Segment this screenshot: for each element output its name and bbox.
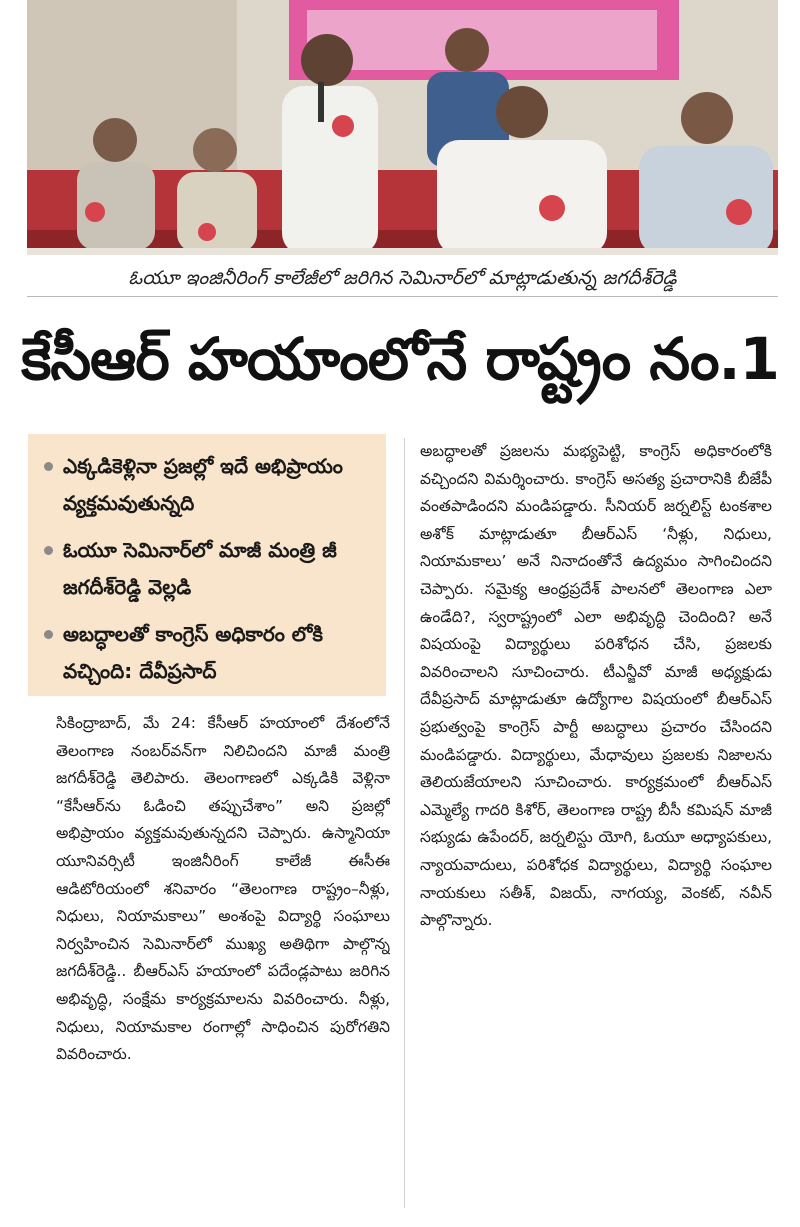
highlights-box [28,434,386,696]
bullet-icon [44,630,53,639]
news-photo [27,0,778,255]
highlight-item [44,448,376,522]
photo-caption: ఓయూ ఇంజినీరింగ్ కాలేజీలో జరిగిన సెమినార్‌లో మాట్లాడుతున్న జగదీశ్‌రెడ్డి [128,267,677,289]
highlight-text: అబద్ధాలతో కాంగ్రెస్ అధికారం లోకి వచ్చింది: దేవీప్రసాద్ [63,622,323,683]
highlight-item [44,532,376,606]
highlight-text: ఓయూ సెమినార్‌లో మాజీ మంత్రి జీ జగదీశ్‌రెడ్డి వెల్లడి [63,538,337,599]
caption-divider [27,296,778,297]
highlight-text: ఎక్కడికెళ్లినా ప్రజల్లో ఇదే అభిప్రాయం వ్యక్తమవుతున్నది [63,454,343,515]
article-body-right: అబద్ధాలతో ప్రజలను మభ్యపెట్టి, కాంగ్రెస్ అధికారంలోకి వచ్చిందని విమర్శించారు. కాంగ్రెస్ అసత్య ప్రచారానికి బీజేపీ వంతపాడిందని మండిపడ్డారు. సీనియర్ జర్నలిస్ట్ టంకశాల అశోక్ మాట్లాడుతూ బీఆర్‌ఎస్ ‘నీళ్లు, నిధులు, నియామకాలు’ అనే నినాదంతోనే ఉద్యమం సాగించిందని చెప్పారు. సమైక్య ఆంధ్రప్రదేశ్ పాలనలో తెలంగాణ ఎలా ఉండేది?, స్వరాష్ట్రంలో ఎలా అభివృద్ధి చెందింది? అనే విషయంపై విద్యార్థులు పరిశోధన చేసి, ప్రజలకు వివరించాలని సూచించారు. టీఎన్జీవో మాజీ అధ్యక్షుడు దేవీప్రసాద్ మాట్లాడుతూ ఉద్యోగాల విషయంలో బీఆర్‌ఎస్ ప్రభుత్వంపై కాంగ్రెస్ పార్టీ అబద్ధాలు ప్రచారం చేసిందని మండిపడ్డారు. విద్యార్థులు, మేధావులు ప్రజలకు నిజాలను తెలియజేయాలని సూచించారు. కార్యక్రమంలో బీఆర్‌ఎస్ ఎమ్మెల్యే గాదరి కిశోర్, తెలంగాణ రాష్ట్ర బీసీ కమిషన్ మాజీ సభ్యుడు ఉపేందర్, జర్నలిస్టు యోగి, ఓయూ అధ్యాపకులు, న్యాయవాదులు, పరిశోధక విద్యార్థులు, విద్యార్థి సంఘాల నాయకులు సతీశ్, విజయ్, నాగయ్య, వెంకట్, నవీన్ పాల్గొన్నారు. [420,442,772,930]
column-divider [404,438,405,1208]
highlight-item [44,616,376,690]
bullet-icon [44,546,53,555]
article-body-left: సికింద్రాబాద్, మే 24: కేసీఆర్ హయాంలో దేశంలోనే తెలంగాణ నంబర్‌వన్‌గా నిలిచిందని మాజీ మంత్రి జగదీశ్‌రెడ్డి తెలిపారు. తెలంగాణలో ఎక్కడికి వెళ్లినా “కేసీఆర్‌ను ఓడించి తప్పుచేశాం” అని ప్రజల్లో అభిప్రాయం వ్యక్తమవుతున్నదని చెప్పారు. ఉస్మానియా యూనివర్సిటీ ఇంజినీరింగ్ కాలేజీ ఈసీఈ ఆడిటోరియంలో శనివారం “తెలంగాణ రాష్ట్రం–నీళ్లు, నిధులు, నియామకాలు” అంశంపై విద్యార్థి సంఘాలు నిర్వహించిన సెమినార్‌లో ముఖ్య అతిథిగా పాల్గొన్న జగదీశ్‌రెడ్డి.. బీఆర్‌ఎస్ హయాంలో పదేండ్లపాటు జరిగిన అభివృద్ధి, సంక్షేమ కార్యక్రమాలను వివరించారు. నీళ్లు, నిధులు, నియామకాల రంగాల్లో సాధించిన పురోగతిని వివరించారు. [56,714,390,1064]
headline: కేసీఆర్ హయాంలోనే రాష్ట్రం నం.1 [21,325,779,393]
bullet-icon [44,462,53,471]
